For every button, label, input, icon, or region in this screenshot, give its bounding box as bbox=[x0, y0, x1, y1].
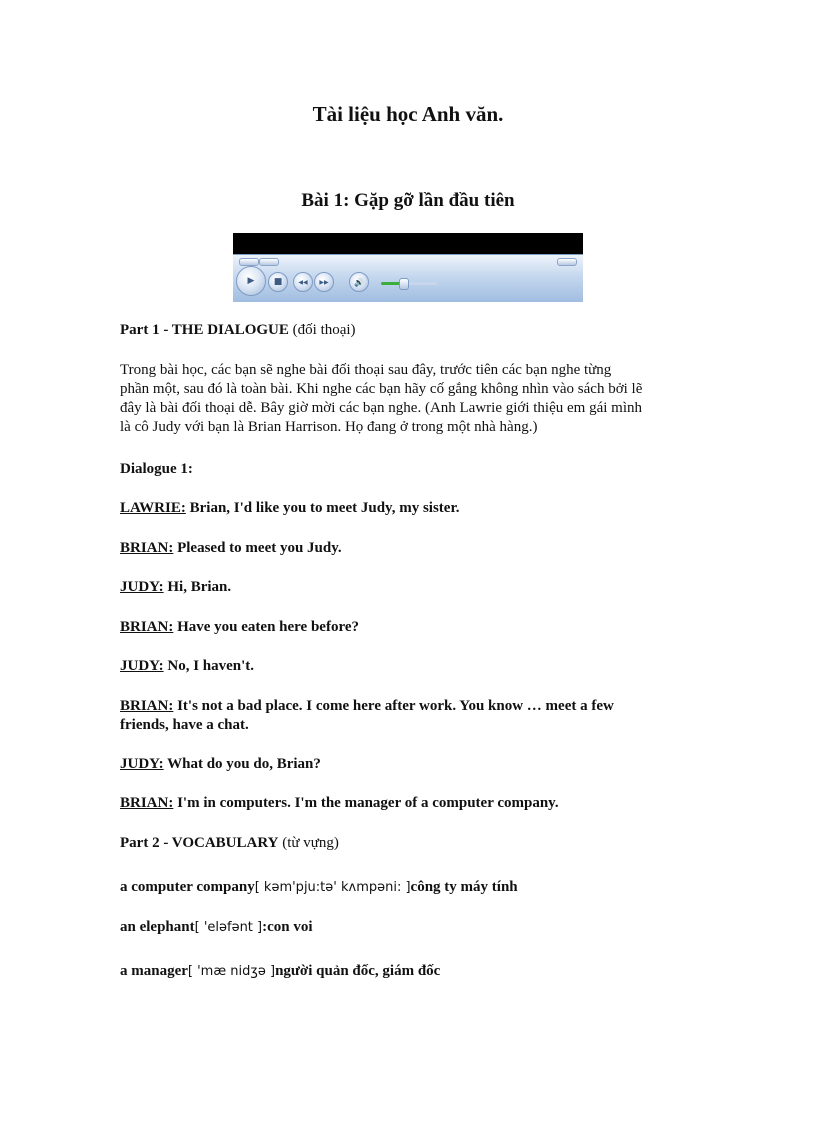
part2-heading-label: Part 2 - VOCABULARY bbox=[120, 835, 279, 851]
intro-line: phần một, sau đó là toàn bài. Khi nghe các bạn hãy cố gắng không nhìn vào sách bởi lẽ bbox=[120, 381, 643, 397]
media-player bbox=[233, 233, 583, 302]
volume-slider[interactable] bbox=[381, 282, 437, 285]
vocabulary-item bbox=[120, 878, 720, 897]
speaker-name: BRIAN: bbox=[120, 619, 174, 635]
intro-line: đây là bài đối thoại dễ. Bây giờ mời các bạn nghe. (Anh Lawrie giới thiệu em gái mình bbox=[120, 400, 642, 416]
speaker-name: JUDY: bbox=[120, 756, 164, 772]
speaker-name: BRIAN: bbox=[120, 795, 174, 811]
dialogue-line bbox=[120, 578, 720, 597]
dialogue-label: Dialogue 1: bbox=[120, 461, 193, 477]
dialogue-line bbox=[120, 697, 720, 735]
dialogue-text: Have you eaten here before? bbox=[173, 619, 359, 635]
player-control-bar bbox=[233, 254, 583, 302]
play-button[interactable] bbox=[236, 266, 266, 296]
dialogue-line bbox=[120, 755, 720, 774]
document-title: Tài liệu học Anh văn. bbox=[312, 102, 504, 126]
part2-heading-note: (từ vựng) bbox=[282, 835, 339, 851]
part2-heading bbox=[120, 834, 720, 853]
dialogue-line bbox=[120, 794, 720, 813]
dialogue-text: Pleased to meet you Judy. bbox=[173, 540, 342, 556]
vocab-word: a manager bbox=[120, 963, 188, 979]
part1-heading-label: Part 1 - THE DIALOGUE bbox=[120, 322, 289, 338]
dialogue-line bbox=[120, 618, 720, 637]
vocab-word: an elephant bbox=[120, 919, 195, 935]
player-right-tab[interactable] bbox=[557, 258, 577, 266]
vocab-phonetic: [ 'mæ nidʒə ] bbox=[187, 964, 276, 979]
vocabulary-item bbox=[120, 918, 720, 937]
part1-intro bbox=[120, 361, 720, 437]
dialogue-line bbox=[120, 539, 720, 558]
speaker-icon: 🔊 bbox=[354, 277, 364, 287]
vocab-meaning: :con voi bbox=[262, 919, 313, 935]
part1-heading-note: (đối thoại) bbox=[292, 322, 356, 338]
vocab-meaning: người quản đốc, giám đốc bbox=[275, 963, 441, 979]
speaker-name: BRIAN: bbox=[120, 540, 174, 556]
dialogue-text: Hi, Brian. bbox=[163, 579, 232, 595]
vocab-phonetic: [ 'eləfənt ] bbox=[194, 920, 263, 935]
speaker-name: BRIAN: bbox=[120, 698, 174, 714]
previous-button[interactable] bbox=[293, 272, 313, 292]
dialogue-text: Brian, I'd like you to meet Judy, my sister. bbox=[185, 500, 460, 516]
dialogue-line bbox=[120, 657, 720, 676]
stop-icon: ■ bbox=[273, 277, 283, 287]
player-video-area bbox=[233, 233, 583, 254]
intro-line: là cô Judy với bạn là Brian Harrison. Họ đang ở trong một nhà hàng.) bbox=[120, 419, 538, 435]
dialogue-text: No, I haven't. bbox=[163, 658, 255, 674]
next-icon: ▶▶ bbox=[319, 278, 329, 286]
part1-heading bbox=[120, 321, 720, 340]
speaker-name: JUDY: bbox=[120, 579, 164, 595]
dialogue-text: I'm in computers. I'm the manager of a computer company. bbox=[173, 795, 559, 811]
volume-slider-knob[interactable] bbox=[399, 278, 409, 290]
play-icon: ▶ bbox=[247, 276, 255, 286]
speaker-name: JUDY: bbox=[120, 658, 164, 674]
player-left-tab[interactable] bbox=[239, 258, 259, 266]
vocabulary-item bbox=[120, 962, 720, 981]
speaker-name: LAWRIE: bbox=[120, 500, 186, 516]
vocab-word: a computer company bbox=[120, 879, 255, 895]
intro-line: Trong bài học, các bạn sẽ nghe bài đối thoại sau đây, trước tiên các bạn nghe từng bbox=[120, 362, 612, 378]
vocab-meaning: công ty máy tính bbox=[410, 879, 518, 895]
vocab-phonetic: [ kəm'pju:tə' kʌmpəni: ] bbox=[254, 880, 411, 895]
stop-button[interactable] bbox=[268, 272, 288, 292]
dialogue-line bbox=[120, 499, 720, 518]
lesson-title: Bài 1: Gặp gỡ lần đầu tiên bbox=[301, 190, 515, 211]
dialogue-text: It's not a bad place. I come here after work. You know … meet a few bbox=[173, 698, 614, 714]
next-button[interactable] bbox=[314, 272, 334, 292]
previous-icon: ◀◀ bbox=[298, 278, 308, 286]
dialogue-text-continued: friends, have a chat. bbox=[120, 717, 249, 733]
dialogue-text: What do you do, Brian? bbox=[163, 756, 321, 772]
mute-button[interactable] bbox=[349, 272, 369, 292]
player-left-tab-2[interactable] bbox=[259, 258, 279, 266]
